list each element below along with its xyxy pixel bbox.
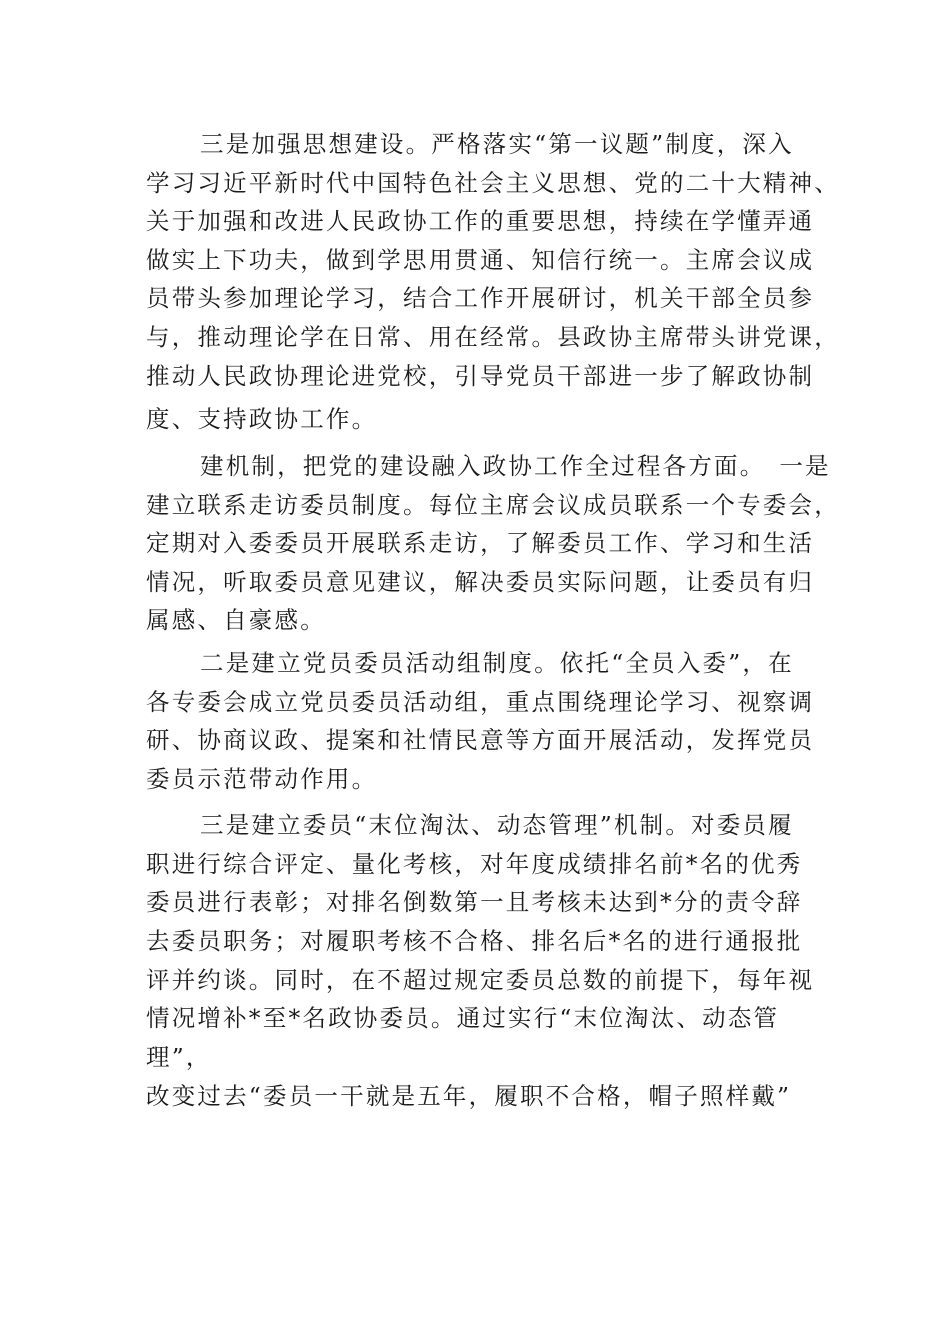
paragraph-3-line-1: 二是建立党员委员活动组制度。依托“全员入委”，在: [200, 649, 794, 677]
paragraph-4-line-3: 委员进行表彰；对排名倒数第一且考核未达到*分的责令辞: [146, 888, 803, 916]
paragraph-4-line-6: 情况增补*至*名政协委员。通过实行“末位淘汰、动态管: [146, 1004, 780, 1032]
paragraph-1-line-2: 学习习近平新时代中国特色社会主义思想、党的二十大精神、: [146, 169, 840, 197]
paragraph-4-line-4: 去委员职务；对履职考核不合格、排名后*名的进行通报批: [146, 927, 803, 955]
paragraph-1-line-3: 关于加强和改进人民政协工作的重要思想，持续在学懂弄通: [146, 207, 815, 235]
paragraph-1-line-7: 推动人民政协理论进党校，引导党员干部进一步了解政协制: [146, 362, 815, 390]
paragraph-4-line-7: 理”，: [146, 1043, 212, 1071]
paragraph-4-line-8: 改变过去“委员一干就是五年，履职不合格，帽子照样戴”: [146, 1082, 792, 1110]
paragraph-1-line-6: 与，推动理论学在日常、用在经常。县政协主席带头讲党课，: [146, 323, 840, 351]
paragraph-3-line-3: 研、协商议政、提案和社情民意等方面开展活动，发挥党员: [146, 726, 815, 754]
paragraph-4-line-1: 三是建立委员“末位淘汰、动态管理”机制。对委员履: [200, 811, 794, 839]
paragraph-2-line-5: 属感、自豪感。: [146, 606, 326, 634]
paragraph-2-line-3: 定期对入委委员开展联系走访，了解委员工作、学习和生活: [146, 529, 815, 557]
paragraph-1-line-4: 做实上下功夫，做到学思用贯通、知信行统一。主席会议成: [146, 246, 815, 274]
paragraph-2-line-1: 建机制，把党的建设融入政协工作全过程各方面。 一是: [200, 452, 831, 480]
paragraph-2-line-2: 建立联系走访委员制度。每位主席会议成员联系一个专委会，: [146, 491, 840, 519]
paragraph-4-line-2: 职进行综合评定、量化考核，对年度成绩排名前*名的优秀: [146, 850, 803, 878]
paragraph-2-line-4: 情况，听取委员意见建议，解决委员实际问题，让委员有归: [146, 568, 815, 596]
paragraph-3-line-2: 各专委会成立党员委员活动组，重点围绕理论学习、视察调: [146, 688, 815, 716]
paragraph-1-line-5: 员带头参加理论学习，结合工作开展研讨，机关干部全员参: [146, 284, 815, 312]
paragraph-4-line-5: 评并约谈。同时，在不超过规定委员总数的前提下，每年视: [146, 966, 815, 994]
paragraph-3-line-4: 委员示范带动作用。: [146, 765, 378, 793]
paragraph-1-line-8: 度、支持政协工作。: [146, 405, 378, 433]
paragraph-1-line-1: 三是加强思想建设。严格落实“第一议题”制度，深入: [200, 130, 794, 158]
